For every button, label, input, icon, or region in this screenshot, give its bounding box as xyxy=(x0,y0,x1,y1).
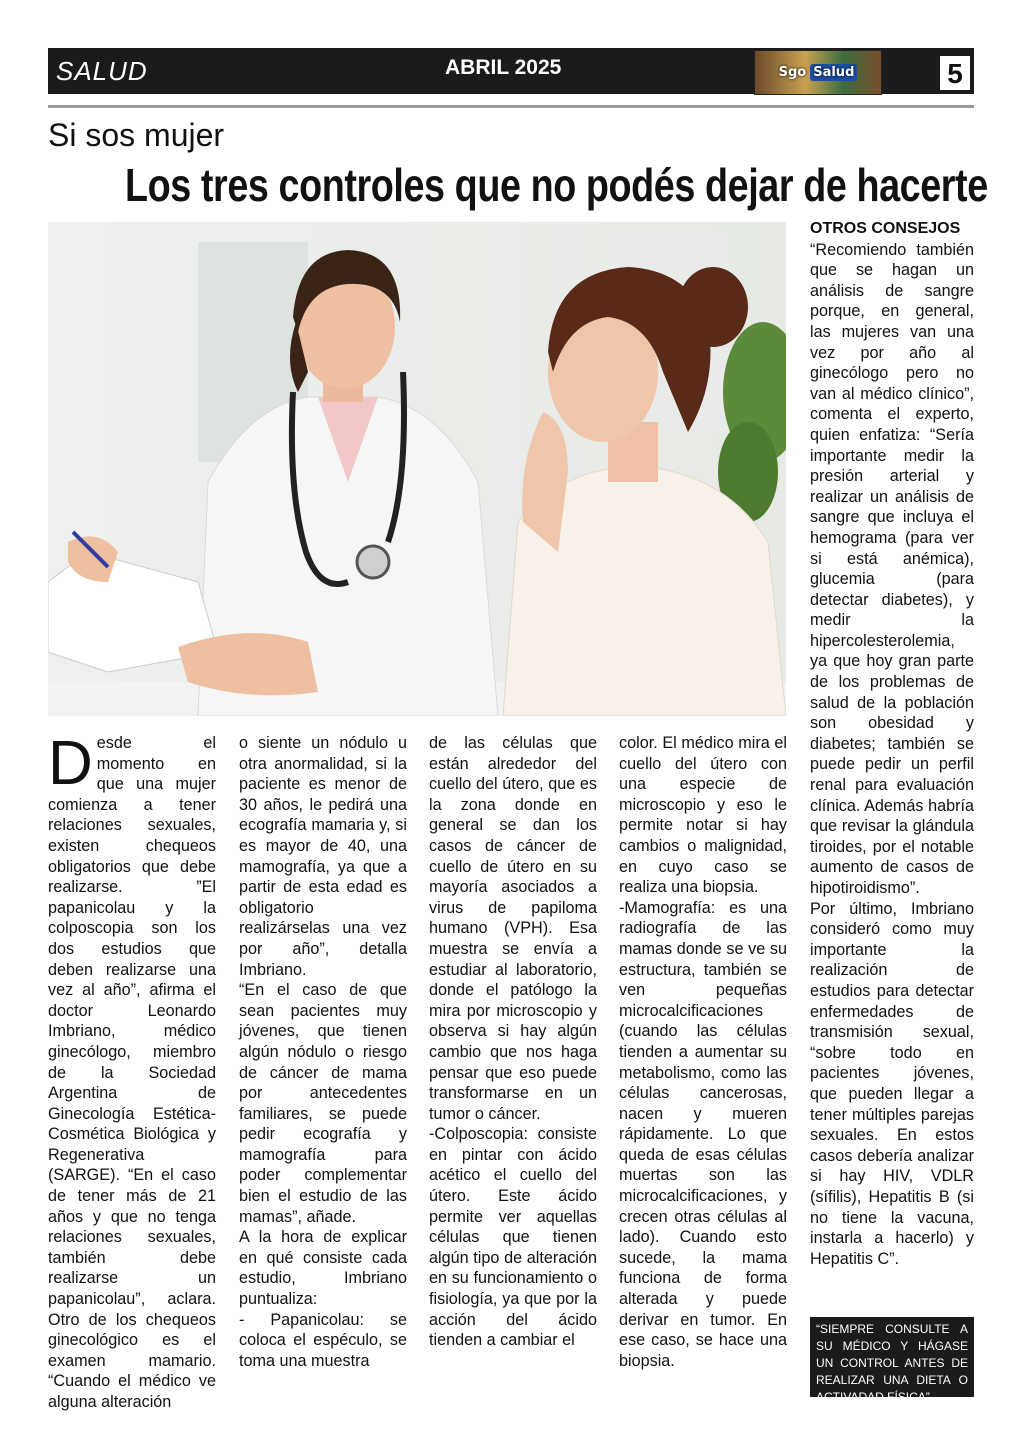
article-column-3 xyxy=(429,733,597,1351)
article-column-1 xyxy=(48,729,216,1413)
paragraph: color. El médico mira el cuello del útero con una especie de microscopio y eso le permite notar si hay cambios o malignidad, en cuyo caso se realiza una biopsia. xyxy=(619,734,787,897)
issue-date: ABRIL 2025 xyxy=(445,56,562,79)
section-label: SALUD xyxy=(56,56,148,86)
paragraph: A la hora de explicar en qué consiste cada estudio, Imbriano puntualiza: xyxy=(239,1228,407,1309)
paragraph: -Colposcopia: consiste en pintar con ácido acético el cuello del útero. Este ácido permite ver aquellas células que tienen algún tipo de alteración en su funcionamiento o fisiología, ya que por la acción del ácido tienden a cambiar el xyxy=(429,1125,597,1350)
article-column-4 xyxy=(619,733,787,1371)
paragraph xyxy=(48,729,216,1413)
paragraph: - Papanicolau: se coloca el espéculo, se toma una muestra xyxy=(239,1310,407,1370)
article-headline: Los tres controles que no podés dejar de hacerte xyxy=(125,159,988,211)
paragraph: -Mamografía: es una radiografía de las mamas donde se ve su estructura, también se ven pequeñas microcalcificaciones (cuando las células tienden a aumentar su metabolismo, como las células cancerosas, nacen y mueren rápidamente. Lo que queda de esas células muertas son las microcalcificaciones, y crecen otras células al lado). Cuando esto sucede, la mama funciona de forma alterada y puede derivar en tumor. En ese caso, se hace una biopsia. xyxy=(619,898,787,1370)
drop-cap: D xyxy=(48,729,93,798)
sidebar-column xyxy=(810,219,974,1269)
pull-quote-box: “SIEMPRE CONSULTE A SU MÉDICO Y HÁGASE UN CONTROL ANTES DE REALIZAR UNA DIETA O ACTIVADAD FÍSICA” xyxy=(810,1317,974,1397)
article-kicker: Si sos mujer xyxy=(48,117,225,153)
paragraph: o siente un nódulo u otra anormalidad, si la paciente es menor de 30 años, le pedirá una ecografía mamaria y, si es mayor de 40, una mamografía, ya que a partir de esta edad es obligatorio realizárselas una vez por año”, detalla Imbriano. xyxy=(239,734,407,979)
paragraph: de las células que están alrededor del cuello del útero, que es la zona donde en general se dan los casos de cáncer de cuello de útero en su mayoría asociados a virus de papiloma humano (VPH). Esa muestra se envía a estudiar al laboratorio, donde el patólogo la mira por microscopio y observa si hay algún cambio que nos haga pensar que eso puede transformarse en un tumor o cáncer. xyxy=(429,734,597,1123)
article-column-2 xyxy=(239,733,407,1371)
publication-logo xyxy=(754,50,882,95)
header-rule xyxy=(48,105,974,108)
paragraph: Por último, Imbriano consideró como muy importante la realización de estudios para detectar enfermedades de transmisión sexual, “sobre todo en pacientes jóvenes, que pueden llegar a tener múltiples parejas sexuales. En estos casos debería analizar si hay HIV, VDLR (sífilis), Hepatitis B (si no tiene la vacuna, instarla a hacerlo) y Hepatitis C”. xyxy=(810,899,974,1268)
page-number: 5 xyxy=(940,56,970,90)
sidebar-subhead: OTROS CONSEJOS xyxy=(810,220,961,237)
paragraph: “En el caso de que sean pacientes muy jóvenes, que tienen algún nódulo o riesgo de cáncer de mama por antecedentes familiares, se puede pedir ecografía y mamografía para poder complementar bien el estudio de las mamas”, añade. xyxy=(239,981,407,1226)
logo-text-left: Sgo xyxy=(778,65,807,80)
doctor-patient-photo xyxy=(48,222,786,716)
paragraph: “Recomiendo también que se hagan un análisis de sangre porque, en general, las mujeres van una vez por año al ginecólogo pero no van al médico clínico”, comenta el experto, quien enfatiza: “Sería importante medir la presión arterial y realizar un análisis de sangre que incluya el hemograma (para ver si está anémica), glucemia (para detectar diabetes), y medir la hipercolesterolemia, ya que hoy gran parte de los problemas de salud de la población son obesidad y diabetes; también se puede pedir un perfil renal para evaluación clínica. Además habría que revisar la glándula tiroides, por el notable aumento de casos de hipotiroidismo”. xyxy=(810,240,974,897)
article-photo xyxy=(48,222,786,716)
logo-text-right: Salud xyxy=(810,64,857,81)
paragraph-text: esde el momento en que una mujer comienza a tener relaciones sexuales, existen chequeos obligatorios que debe realizarse. ”El papanicolau y la colposcopia son los dos estudios que deben realizarse una vez al año”, afirma el doctor Leonardo Imbriano, médico ginecólogo, miembro de la Sociedad Argentina de Ginecología Estética-Cosmética Biológica y Regenerativa (SARGE). “En el caso de tener más de 21 años y que no tenga relaciones sexuales, también debe realizarse un papanicolau”, aclara. Otro de los chequeos ginecológico es el examen mamario. “Cuando el médico ve alguna alteración xyxy=(48,734,216,1411)
